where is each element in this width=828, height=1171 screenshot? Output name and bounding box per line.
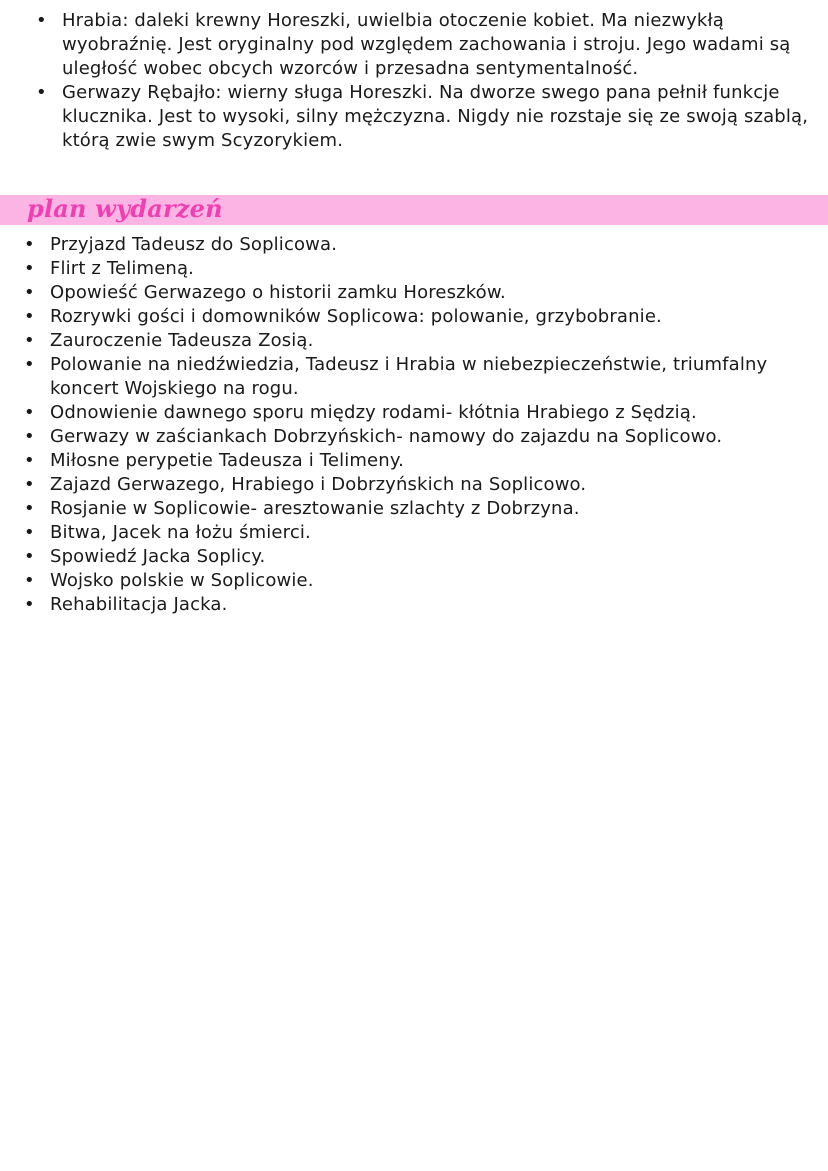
- list-item: • Wojsko polskie w Soplicowie.: [50, 569, 822, 593]
- list-item: • Rehabilitacja Jacka.: [50, 593, 822, 617]
- list-item: • Gerwazy w zaściankach Dobrzyńskich- namowy do zajazdu na Soplicowo.: [50, 425, 822, 449]
- list-item: • Rozrywki gości i domowników Soplicowa: polowanie, grzybobranie.: [50, 305, 822, 329]
- list-item: • Bitwa, Jacek na łożu śmierci.: [50, 521, 822, 545]
- list-item: • Zauroczenie Tadeusza Zosią.: [50, 329, 822, 353]
- character-list: [62, 9, 822, 153]
- list-item: • Gerwazy Rębajło: wierny sługa Horeszki. Na dworze swego pana pełnił funkcje klucznika. Jest to wysoki, silny mężczyzna. Nigdy nie rozstaje się ze swoją szablą, którą zwie swym Scyzorykiem.: [62, 81, 822, 153]
- list-item: • Zajazd Gerwazego, Hrabiego i Dobrzyńskich na Soplicowo.: [50, 473, 822, 497]
- list-item: • Polowanie na niedźwiedzia, Tadeusz i Hrabia w niebezpieczeństwie, triumfalny koncert Wojskiego na rogu.: [50, 353, 822, 401]
- list-item: • Miłosne perypetie Tadeusza i Telimeny.: [50, 449, 822, 473]
- list-item: • Opowieść Gerwazego o historii zamku Horeszków.: [50, 281, 822, 305]
- list-item: • Odnowienie dawnego sporu między rodami- kłótnia Hrabiego z Sędzią.: [50, 401, 822, 425]
- section-header-band: [0, 195, 828, 225]
- list-item: • Rosjanie w Soplicowie- aresztowanie szlachty z Dobrzyna.: [50, 497, 822, 521]
- list-item: • Spowiedź Jacka Soplicy.: [50, 545, 822, 569]
- section-title: plan wydarzeń: [27, 194, 223, 223]
- event-plan-list: [50, 233, 822, 617]
- list-item: • Przyjazd Tadeusz do Soplicowa.: [50, 233, 822, 257]
- list-item: • Flirt z Telimeną.: [50, 257, 822, 281]
- list-item: • Hrabia: daleki krewny Horeszki, uwielbia otoczenie kobiet. Ma niezwykłą wyobraźnię. Jest oryginalny pod względem zachowania i stroju. Jego wadami są uległość wobec obcych wzorców i przesadna sentymentalność.: [62, 9, 822, 81]
